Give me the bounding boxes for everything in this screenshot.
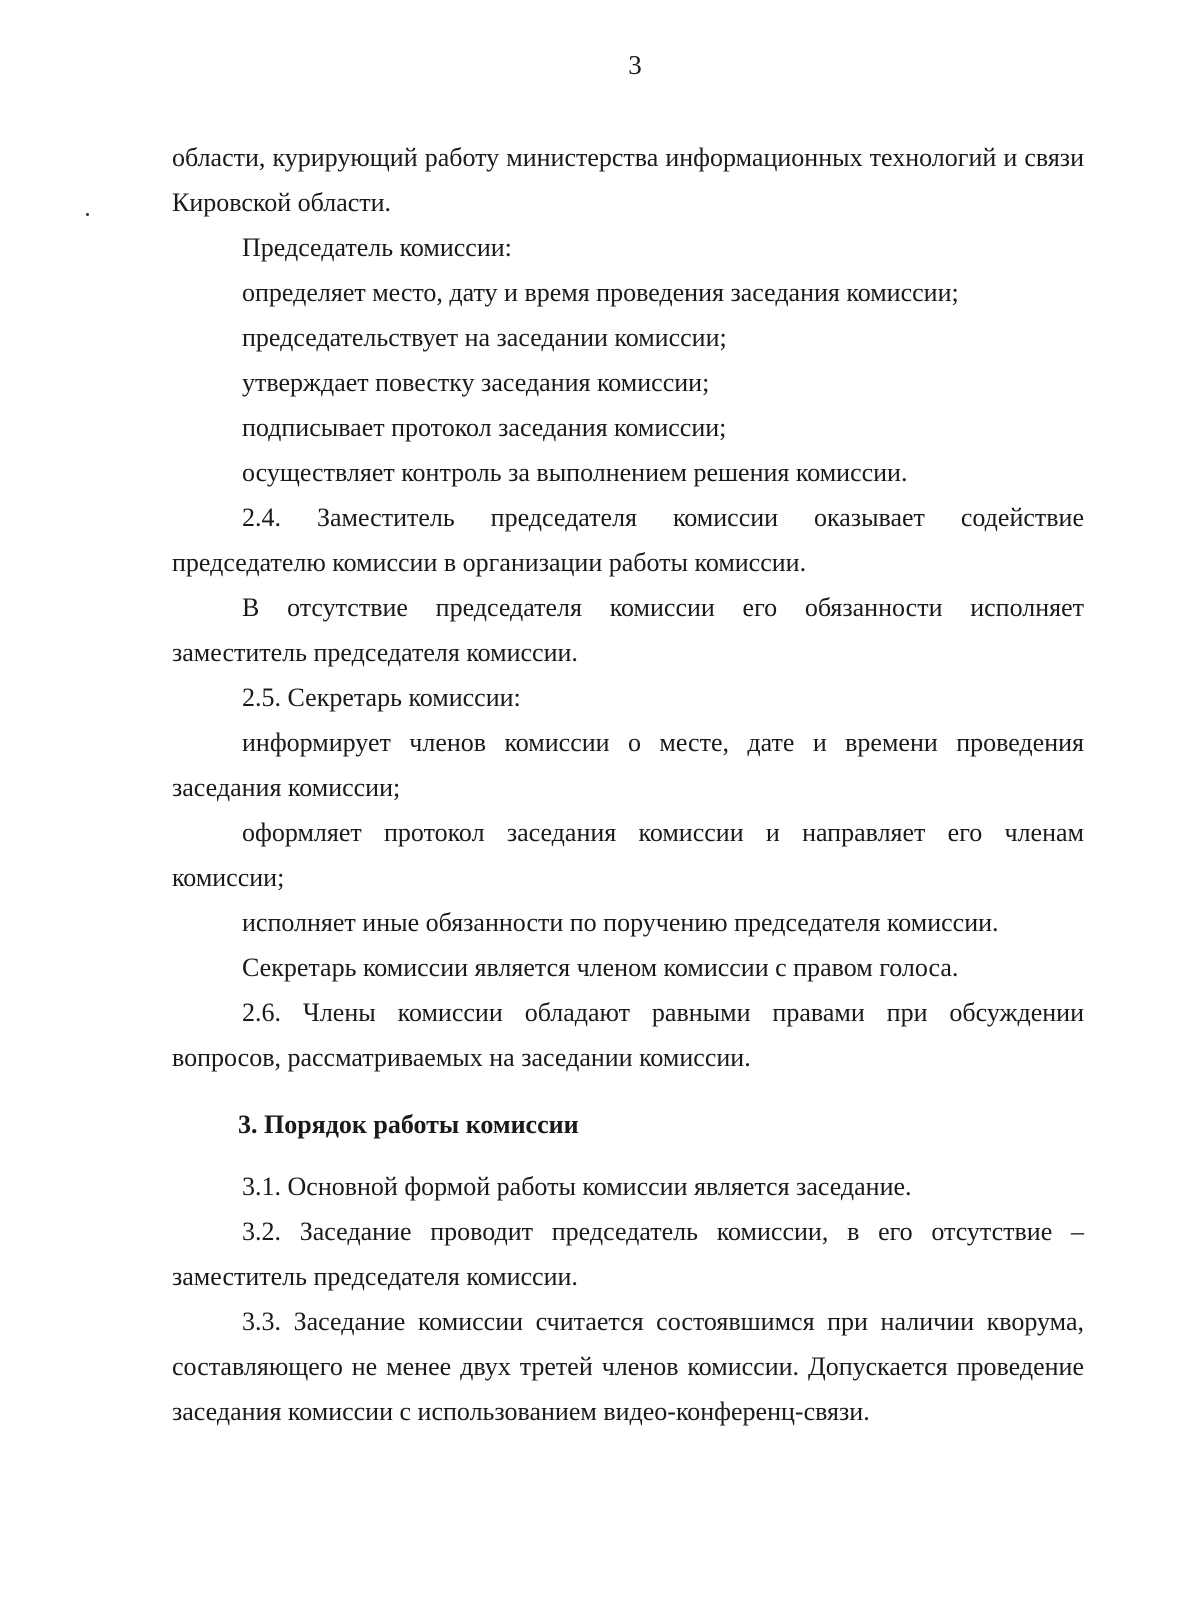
- paragraph: 2.6. Члены комиссии обладают равными правами при обсуждении вопросов, рассматриваемых на заседании комиссии.: [172, 998, 1084, 1072]
- paragraph: 2.4. Заместитель председателя комиссии оказывает содействие председателю комиссии в организации работы комиссии.: [172, 503, 1084, 577]
- paragraph: оформляет протокол заседания комиссии и направляет его членам комиссии;: [172, 818, 1084, 892]
- paragraph: определяет место, дату и время проведения заседания комиссии;: [242, 278, 959, 307]
- paragraph: 3.3. Заседание комиссии считается состоявшимся при наличии кворума, составляющего не менее двух третей членов комиссии. Допускается проведение заседания комиссии с использованием видео-конференц-связи.: [172, 1307, 1084, 1426]
- paragraph-continuation: области, курирующий работу министерства информационных технологий и связи Кировской области.: [172, 143, 1084, 217]
- scan-speck: [86, 213, 89, 216]
- document-body: [172, 135, 1084, 1434]
- paragraph: председательствует на заседании комиссии;: [242, 323, 727, 352]
- paragraph: информирует членов комиссии о месте, дате и времени проведения заседания комиссии;: [172, 728, 1084, 802]
- paragraph: Председатель комиссии:: [242, 233, 512, 262]
- paragraph: 3.2. Заседание проводит председатель комиссии, в его отсутствие – заместитель председателя комиссии.: [172, 1217, 1084, 1291]
- paragraph: 2.5. Секретарь комиссии:: [242, 683, 521, 712]
- paragraph: Секретарь комиссии является членом комиссии с правом голоса.: [242, 953, 959, 982]
- paragraph: В отсутствие председателя комиссии его обязанности исполняет заместитель председателя комиссии.: [172, 593, 1084, 667]
- paragraph: 3.1. Основной формой работы комиссии является заседание.: [242, 1172, 912, 1201]
- paragraph: подписывает протокол заседания комиссии;: [242, 413, 727, 442]
- page-number: 3: [628, 50, 642, 80]
- paragraph: осуществляет контроль за выполнением решения комиссии.: [242, 458, 908, 487]
- paragraph: утверждает повестку заседания комиссии;: [242, 368, 710, 397]
- paragraph: исполняет иные обязанности по поручению председателя комиссии.: [242, 908, 999, 937]
- section-heading: 3. Порядок работы комиссии: [238, 1110, 579, 1139]
